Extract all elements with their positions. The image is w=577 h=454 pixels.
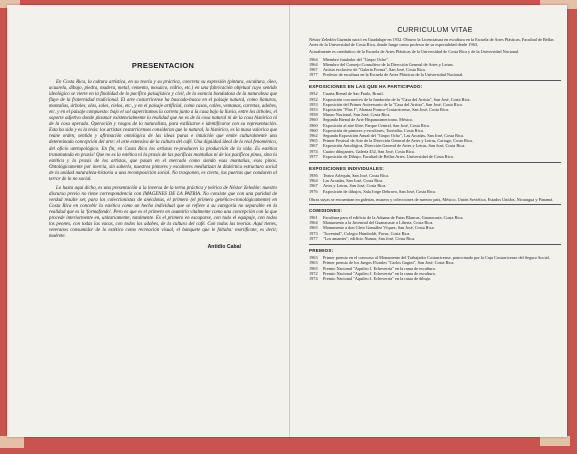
entry-text: Segunda Exposición Anual del "Grupo Ocho", Las Arcadas, San José, Costa Rica. xyxy=(323,133,465,139)
career-list xyxy=(309,57,561,78)
comisiones-heading: COMISIONES: xyxy=(309,208,343,214)
entry-year: 1960 xyxy=(309,117,318,123)
entry-year: 1974 xyxy=(309,275,318,281)
entry-year: 1962 xyxy=(309,133,318,139)
entry-text: Premio Nacional "Aquileo J. Echeverría" en la rama de escultura. xyxy=(323,265,436,271)
entry-year: 1965 xyxy=(309,138,318,144)
entry-year: 1965 xyxy=(309,225,318,231)
curriculum-column xyxy=(309,25,561,284)
entry-text: "Los amantes", edificio Numar, San José, Costa Rica. xyxy=(323,235,416,241)
entry-text: Primer premio de los Juegos Florales "Carlos Gagini", San José, Costa Rica. xyxy=(323,260,455,266)
entry-year: 1967 xyxy=(309,143,318,149)
entry-year: 1972 xyxy=(309,270,318,276)
entry-text: Exposición con motivo de la fundación de la "Casa del Artista", San José, Costa Rica. xyxy=(323,96,471,102)
entry-year: 1964 xyxy=(309,220,318,226)
exposiciones-heading: EXPOSICIONES EN LAS QUE HA PARTICIPADO: xyxy=(309,84,423,90)
entry-year: 1977 xyxy=(309,153,318,159)
entry-year: 1953 xyxy=(309,101,318,107)
presentacion-paragraph-2: Lo hasta aquí dicho, es una presentación a la inversa de la terna práctica y teórica de Néstor Zeledón: nuestro discurso previo no tiene correspondencia con IMAGENES DE LA PATRIA. No consiste que con una puridad de verdad resulte ser, para los coleccionistas de anécdotas, el primero (el primero genético-cronológicamente) en Costa Rica en concebir la estética como un hecho individual que se refiere a su categoría no separable en la realidad que es la 'formafondo'. Pero es que es el primero en asumirlo vitalmente como una concepción con la que procede interiormente en, unitariamente, totalmente. Es el primero en escaparse, con todo el equipaje, con todos los peones, con todas las vacas, con todos los adobes, de la cultura del café. Con todas las teorías. Aquí tienes, veteranos consumidor de lo estético como recreación visual, el banquete que le faltaba: mortificate, es decir, muérete. xyxy=(49,185,277,240)
presentacion-paragraph-1: En Costa Rica, la cultura artística, en su teoría y su práctica, concreta su expresión (pintura, escultura, óleo, acuarela, dibujo, piedra, madera, metal, cemento, mosaico, vidrio, etc.) en una fabricación objetual cuyo sentido ideológico se vierte en la finalidad de lo pacífico paisajístico y civil, de la esencia bondadosa de la naturaleza que fluye de la fraternidad tradicional. El arte costarricense ha buscado-busca en el paisaje natural, como llanuras, montañas, árboles, olas, soles, cielos, etc., y en el paisaje artificial, como casas, calles, ventanas, carretas, adobes, etc. y en el paisaje compuesto: bajo el sol supercitamos la carreta junto a la casa bajo la lluvia, entre los árboles, el soporte adjetivo donde plasmar existencialmente la realidad que no es de la cosa natural ni de la cosa histórica ni de la cosa operada. Operación y rasgos de lo naturalista, para estilizarse e identificarse con su representación. Esta ha sido y es la tesis: los artistas costarricenses consideran que lo natural, lo histórico, es la masa valorica que reúne orden, sentido y afirmación ontológica de las ideas puras e intuición que emite culturalmente una determinada concepción del arte: el arte extensiva de la cultura del café. Una dignidad ideal de lo real fenoménico, del oficio antropológico. En fin, en Costa Rica los artistas re-producen la producción de la vida. Es estética transmutada en praxis! Que no es la estética ni la praxis de las pacíficas montañas ni de los pacíficos pinos, sino la estética y la praxis de los artistas, que pasan en el mercado como siendo esas montañas, esos pinos. Ontológicamente por inercia, sin saberlo, nuestros pintores y escultores mediatizan la dialéctica estructura social de la unidad naturaleza-historia a una recomposición social. No trasponen, es cierto, las puertas que conducen al terror de lo no social. xyxy=(49,80,277,182)
entry-text: Cuarta Bienal de Sao Paulo, Brasil. xyxy=(323,91,384,97)
entry-year: 1964 xyxy=(309,61,318,67)
entry-text: Artista exclusivo de "Galería Forma", San José, Costa Rica. xyxy=(323,67,426,73)
exposiciones-list xyxy=(309,91,561,159)
divider xyxy=(309,162,561,163)
divider xyxy=(309,80,561,81)
entry-year: 1953 xyxy=(309,107,318,113)
entry-year: 1960 xyxy=(309,122,318,128)
entry-text: Monumento a la Juventud del Guanacaste a Liberia, Costa Rica. xyxy=(323,220,434,226)
entry-year: 1973 xyxy=(309,230,318,236)
entry-year: 1977 xyxy=(309,235,318,241)
entry-text: Premio Nacional "Aquileo J. Echeverría" en la rama de escultura. xyxy=(323,270,436,276)
entry-text: Miembro del Consejo Consultivo de la Dirección General de Artes y Letras. xyxy=(323,61,454,67)
entry-year: 1956 xyxy=(309,173,318,179)
entry-year: 1964 xyxy=(309,56,318,62)
entry-year: 1977 xyxy=(309,72,318,78)
list-item xyxy=(309,189,561,194)
entry-text: "Juventud", Colegio Humboldt, Pavas, Costa Rica. xyxy=(323,230,411,236)
entry-text: Primer Festival de Arte de la Dirección General de Artes y Letras, Cartago, Costa Rica. xyxy=(323,138,473,144)
list-item xyxy=(309,72,561,77)
cv-title: CURRICULUM VITAE xyxy=(397,25,473,34)
individuales-list xyxy=(309,173,561,194)
entry-text: Cuatro dibujantes, Galería 452, San José, Costa Rica. xyxy=(323,148,415,154)
entry-text: Exposición de dibujos, Sala Jorge Debravo, San José, Costa Rica. xyxy=(323,188,436,194)
entry-year: 1963 xyxy=(309,260,318,266)
page-fold xyxy=(289,5,290,437)
entry-year: 1960 xyxy=(309,127,318,133)
individuales-heading: EXPOSICIONES INDIVIDUALES: xyxy=(309,166,385,172)
document-sheet xyxy=(7,5,567,437)
entry-text: Miembro fundador del "Grupo Ocho". xyxy=(323,56,389,62)
list-item xyxy=(309,154,561,159)
premios-heading: PREMIOS: xyxy=(309,248,334,254)
comisiones-list xyxy=(309,215,561,241)
list-item xyxy=(309,236,561,241)
tape-bottom-right xyxy=(540,436,570,446)
divider xyxy=(309,204,561,205)
entry-text: Exposición del Primer Aniversario de la "Casa del Artista", San José, Costa Rica. xyxy=(323,101,463,107)
entry-text: Exposición Antológica, Dirección General de Artes y Letras, San José, Costa Rica. xyxy=(323,143,466,149)
entry-text: Museo Nacional, San José, Costa Rica. xyxy=(323,112,391,118)
entry-year: 1952 xyxy=(309,91,318,97)
entry-year: 1952 xyxy=(309,96,318,102)
entry-year: 1958 xyxy=(309,112,318,118)
cv-intro-2: Actualmente es catedrático de la Escuela de Artes Plásticas de la Universidad de Costa Rica y de la Universidad Nacional. xyxy=(309,49,520,55)
entry-text: Premio Nacional "Aquileo J. Echeverría" en la rama de dibujo. xyxy=(323,275,432,281)
entry-year: 1963 xyxy=(309,255,318,261)
entry-text: Exposición al aire libre, Parque Central, San José, Costa Rica. xyxy=(323,122,430,128)
tape-bottom-left xyxy=(0,436,24,448)
entry-year: 1961 xyxy=(309,215,318,221)
cv-intro-1: Néstor Zeledón Guzmán nació en Guadalupe en 1932. Obtuvo la Licenciatura en escultura en la Escuela de Artes Plásticas, Facultad de Bellas Artes de la Universidad de Costa Rica, donde funge como profesor de su especialidad desde 1963. xyxy=(309,37,554,48)
list-item xyxy=(309,276,561,281)
entry-text: Segunda Bienal de Arte Hispanoamericano, México. xyxy=(323,117,414,123)
premios-list xyxy=(309,255,561,281)
entry-text: Teatro Arlequín, San José, Costa Rica. xyxy=(323,173,390,179)
presentacion-title: PRESENTACION xyxy=(131,61,195,70)
entry-text: Monumento a don Cleto González Víquez, San José, Costa Rica. xyxy=(323,225,435,231)
entry-year: 1967 xyxy=(309,67,318,73)
divider xyxy=(309,244,561,245)
entry-year: 1967 xyxy=(309,183,318,189)
entry-year: 1974 xyxy=(309,148,318,154)
presentacion-column xyxy=(49,53,277,250)
entry-text: Exposición de pintores y escultores, Turrialba, Costa Rica. xyxy=(323,127,424,133)
entry-text: Exposición de Dibujo, Facultad de Bellas Artes, Universidad de Costa Rica. xyxy=(323,153,454,159)
entry-text: Primer premio en el concurso al Monumento del Trabajador Costarricense, patrocinado por la Caja Costarricense del Seguro Social. xyxy=(323,255,550,261)
obras-note: Obras suyas se encuentran en galerías, museos y colecciones de nuestro país, México, Unión Soviética, Estados Unidos, Nicaragua y Panamá. xyxy=(309,196,554,202)
entry-text: Las Arcadas, San José, Costa Rica. xyxy=(323,178,384,184)
entry-year: 1976 xyxy=(309,188,318,194)
entry-text: Escultura para el edificio de la Aduana de Fatas Blancas, Guanacaste, Costa Rica. xyxy=(323,215,464,221)
entry-text: Artes y Letras, San José, Costa Rica. xyxy=(323,183,387,189)
entry-text: Exposición "Plus I", Alianza Franco-Costarricense, San José, Costa Rica. xyxy=(323,107,449,113)
entry-year: 1964 xyxy=(309,178,318,184)
entry-text: Profesor de escultura en la Escuela de Artes Plásticas de la Universidad Nacional. xyxy=(323,72,464,78)
signature: Antidio Cabal xyxy=(207,244,241,251)
entry-year: 1965 xyxy=(309,265,318,271)
